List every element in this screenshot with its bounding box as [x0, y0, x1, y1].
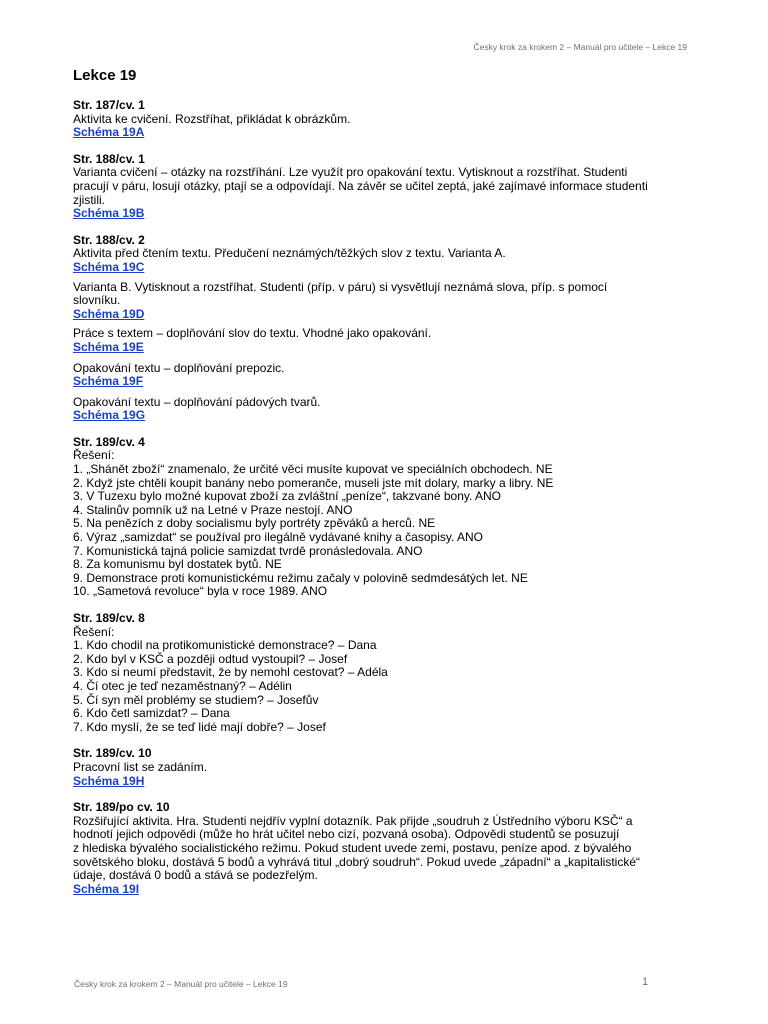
- schema-19e-link[interactable]: Schéma 19E: [73, 339, 144, 354]
- list-item: 10. „Sametová revoluce“ byla v roce 1989. ANO: [73, 584, 328, 599]
- schema-19a-link[interactable]: Schéma 19A: [73, 125, 145, 140]
- list-item: 6. Výraz „samizdat“ se používal pro ilegálně vydávané knihy a časopisy. ANO: [73, 530, 483, 545]
- section-text-line: pracují v páru, losují otázky, ptají se a odpovídají. Na závěr se učitel zeptá, jaké zajímavé informace studenti: [73, 178, 648, 193]
- section-text: Práce s textem – doplňování slov do textu. Vhodné jako opakování.: [73, 326, 432, 341]
- section-text: Aktivita ke cvičení. Rozstříhat, přikládat k obrázkům.: [73, 111, 351, 126]
- section-heading: Str. 188/cv. 1: [73, 151, 145, 166]
- section-text-line: Rozšiřující aktivita. Hra. Studenti nejdřív vyplní dotazník. Pak přijde „soudruh z Ústředního výboru KSČ“ a: [73, 813, 633, 828]
- section-text-line: údaje, dostává 0 bodů a stává se podezřelým.: [73, 868, 318, 883]
- list-item: 2. Kdo byl v KSČ a později odtud vystoupil? – Josef: [73, 651, 348, 666]
- solution-label: Řešení:: [73, 624, 115, 639]
- list-item: 3. Kdo si neumí představit, že by nemohl cestovat? – Adéla: [73, 665, 388, 680]
- list-item: 1. Kdo chodil na protikomunistické demonstrace? – Dana: [73, 638, 377, 653]
- section-heading: Str. 188/cv. 2: [73, 232, 145, 247]
- list-item: 1. „Shánět zboží“ znamenalo, že určité věci musíte kupovat ve speciálních obchodech. NE: [73, 462, 553, 477]
- section-heading: Str. 189/cv. 10: [73, 746, 152, 761]
- section-text-line: z hlediska bývalého socialistického režimu. Pokud student uvede zemi, postavu, peníze apod. z bývalého: [73, 840, 632, 855]
- section-heading: Str. 189/cv. 8: [73, 611, 145, 625]
- list-item: 7. Kdo myslí, že se teď lidé mají dobře? – Josef: [73, 719, 326, 734]
- list-item: 9. Demonstrace proti komunistickému režimu začaly v polovině sedmdesátých let. NE: [73, 570, 528, 585]
- list-item: 2. Když jste chtěli koupit banány nebo pomeranče, museli jste mít dolary, marky a libry. NE: [73, 475, 554, 490]
- section-text-line: Varianta cvičení – otázky na rozstříhání. Lze využít pro opakování textu. Vytisknout a rozstříhat. Studenti: [73, 165, 628, 180]
- schema-19g-link[interactable]: Schéma 19G: [73, 408, 146, 423]
- schema-19b-link[interactable]: Schéma 19B: [73, 206, 145, 221]
- list-item: 8. Za komunismu byl dostatek bytů. NE: [73, 557, 282, 572]
- page-header: Česky krok za krokem 2 – Manuál pro učitele – Lekce 19: [473, 42, 687, 52]
- section-heading: Str. 189/po cv. 10: [73, 800, 170, 815]
- section-text: Pracovní list se zadáním.: [73, 759, 208, 774]
- list-item: 3. V Tuzexu bylo možné kupovat zboží za zvláštní „peníze“, takzvané bony. ANO: [73, 489, 501, 504]
- section-heading: Str. 189/cv. 4: [73, 434, 145, 449]
- section-text-line: slovníku.: [73, 293, 121, 308]
- list-item: 4. Čí otec je teď nezaměstnaný? – Adélin: [73, 678, 292, 693]
- list-item: 5. Na penězích z doby socialismu byly portréty zpěváků a herců. NE: [73, 516, 436, 531]
- schema-19h-link[interactable]: Schéma 19H: [73, 773, 145, 788]
- schema-19f-link[interactable]: Schéma 19F: [73, 374, 144, 389]
- schema-19c-link[interactable]: Schéma 19C: [73, 259, 145, 274]
- section-text: Opakování textu – doplňování prepozic.: [73, 360, 285, 375]
- list-item: 6. Kdo četl samizdat? – Dana: [73, 706, 230, 721]
- list-item: 4. Stalinův pomník už na Letné v Praze nestojí. ANO: [73, 502, 353, 517]
- section-text-line: Varianta B. Vytisknout a rozstříhat. Studenti (příp. v páru) si vysvětlují neznámá slova, příp. s pomocí: [73, 279, 608, 294]
- section-text-line: zjistili.: [73, 192, 105, 207]
- section-text-line: sovětského bloku, dostává 5 bodů a vyhrává titul „dobrý soudruh“. Pokud uvede „západní“ a „kapitalistické“: [73, 854, 640, 869]
- document-body: [73, 99, 698, 896]
- lesson-title: Lekce 19: [73, 67, 137, 84]
- list-item: 5. Čí syn měl problémy se studiem? – Josefův: [73, 692, 319, 707]
- list-item: 7. Komunistická tajná policie samizdat tvrdě pronásledovala. ANO: [73, 543, 423, 558]
- solution-label: Řešení:: [73, 448, 115, 463]
- section-text: Opakování textu – doplňování pádových tvarů.: [73, 394, 321, 409]
- section-heading: Str. 187/cv. 1: [73, 98, 145, 112]
- schema-19d-link[interactable]: Schéma 19D: [73, 306, 145, 321]
- section-text-line: hodnotí jejich odpovědi (může ho hrát učitel nebo cizí, pozvaná osoba). Odpovědi studentů se posuzují: [73, 827, 620, 842]
- section-text: Aktivita před čtením textu. Předučení neznámých/těžkých slov z textu. Varianta A.: [73, 246, 506, 261]
- schema-19i-link[interactable]: Schéma 19I: [73, 881, 140, 896]
- page-footer: Česky krok za krokem 2 – Manuál pro učitele – Lekce 19: [74, 979, 288, 989]
- page-number: 1: [642, 976, 649, 988]
